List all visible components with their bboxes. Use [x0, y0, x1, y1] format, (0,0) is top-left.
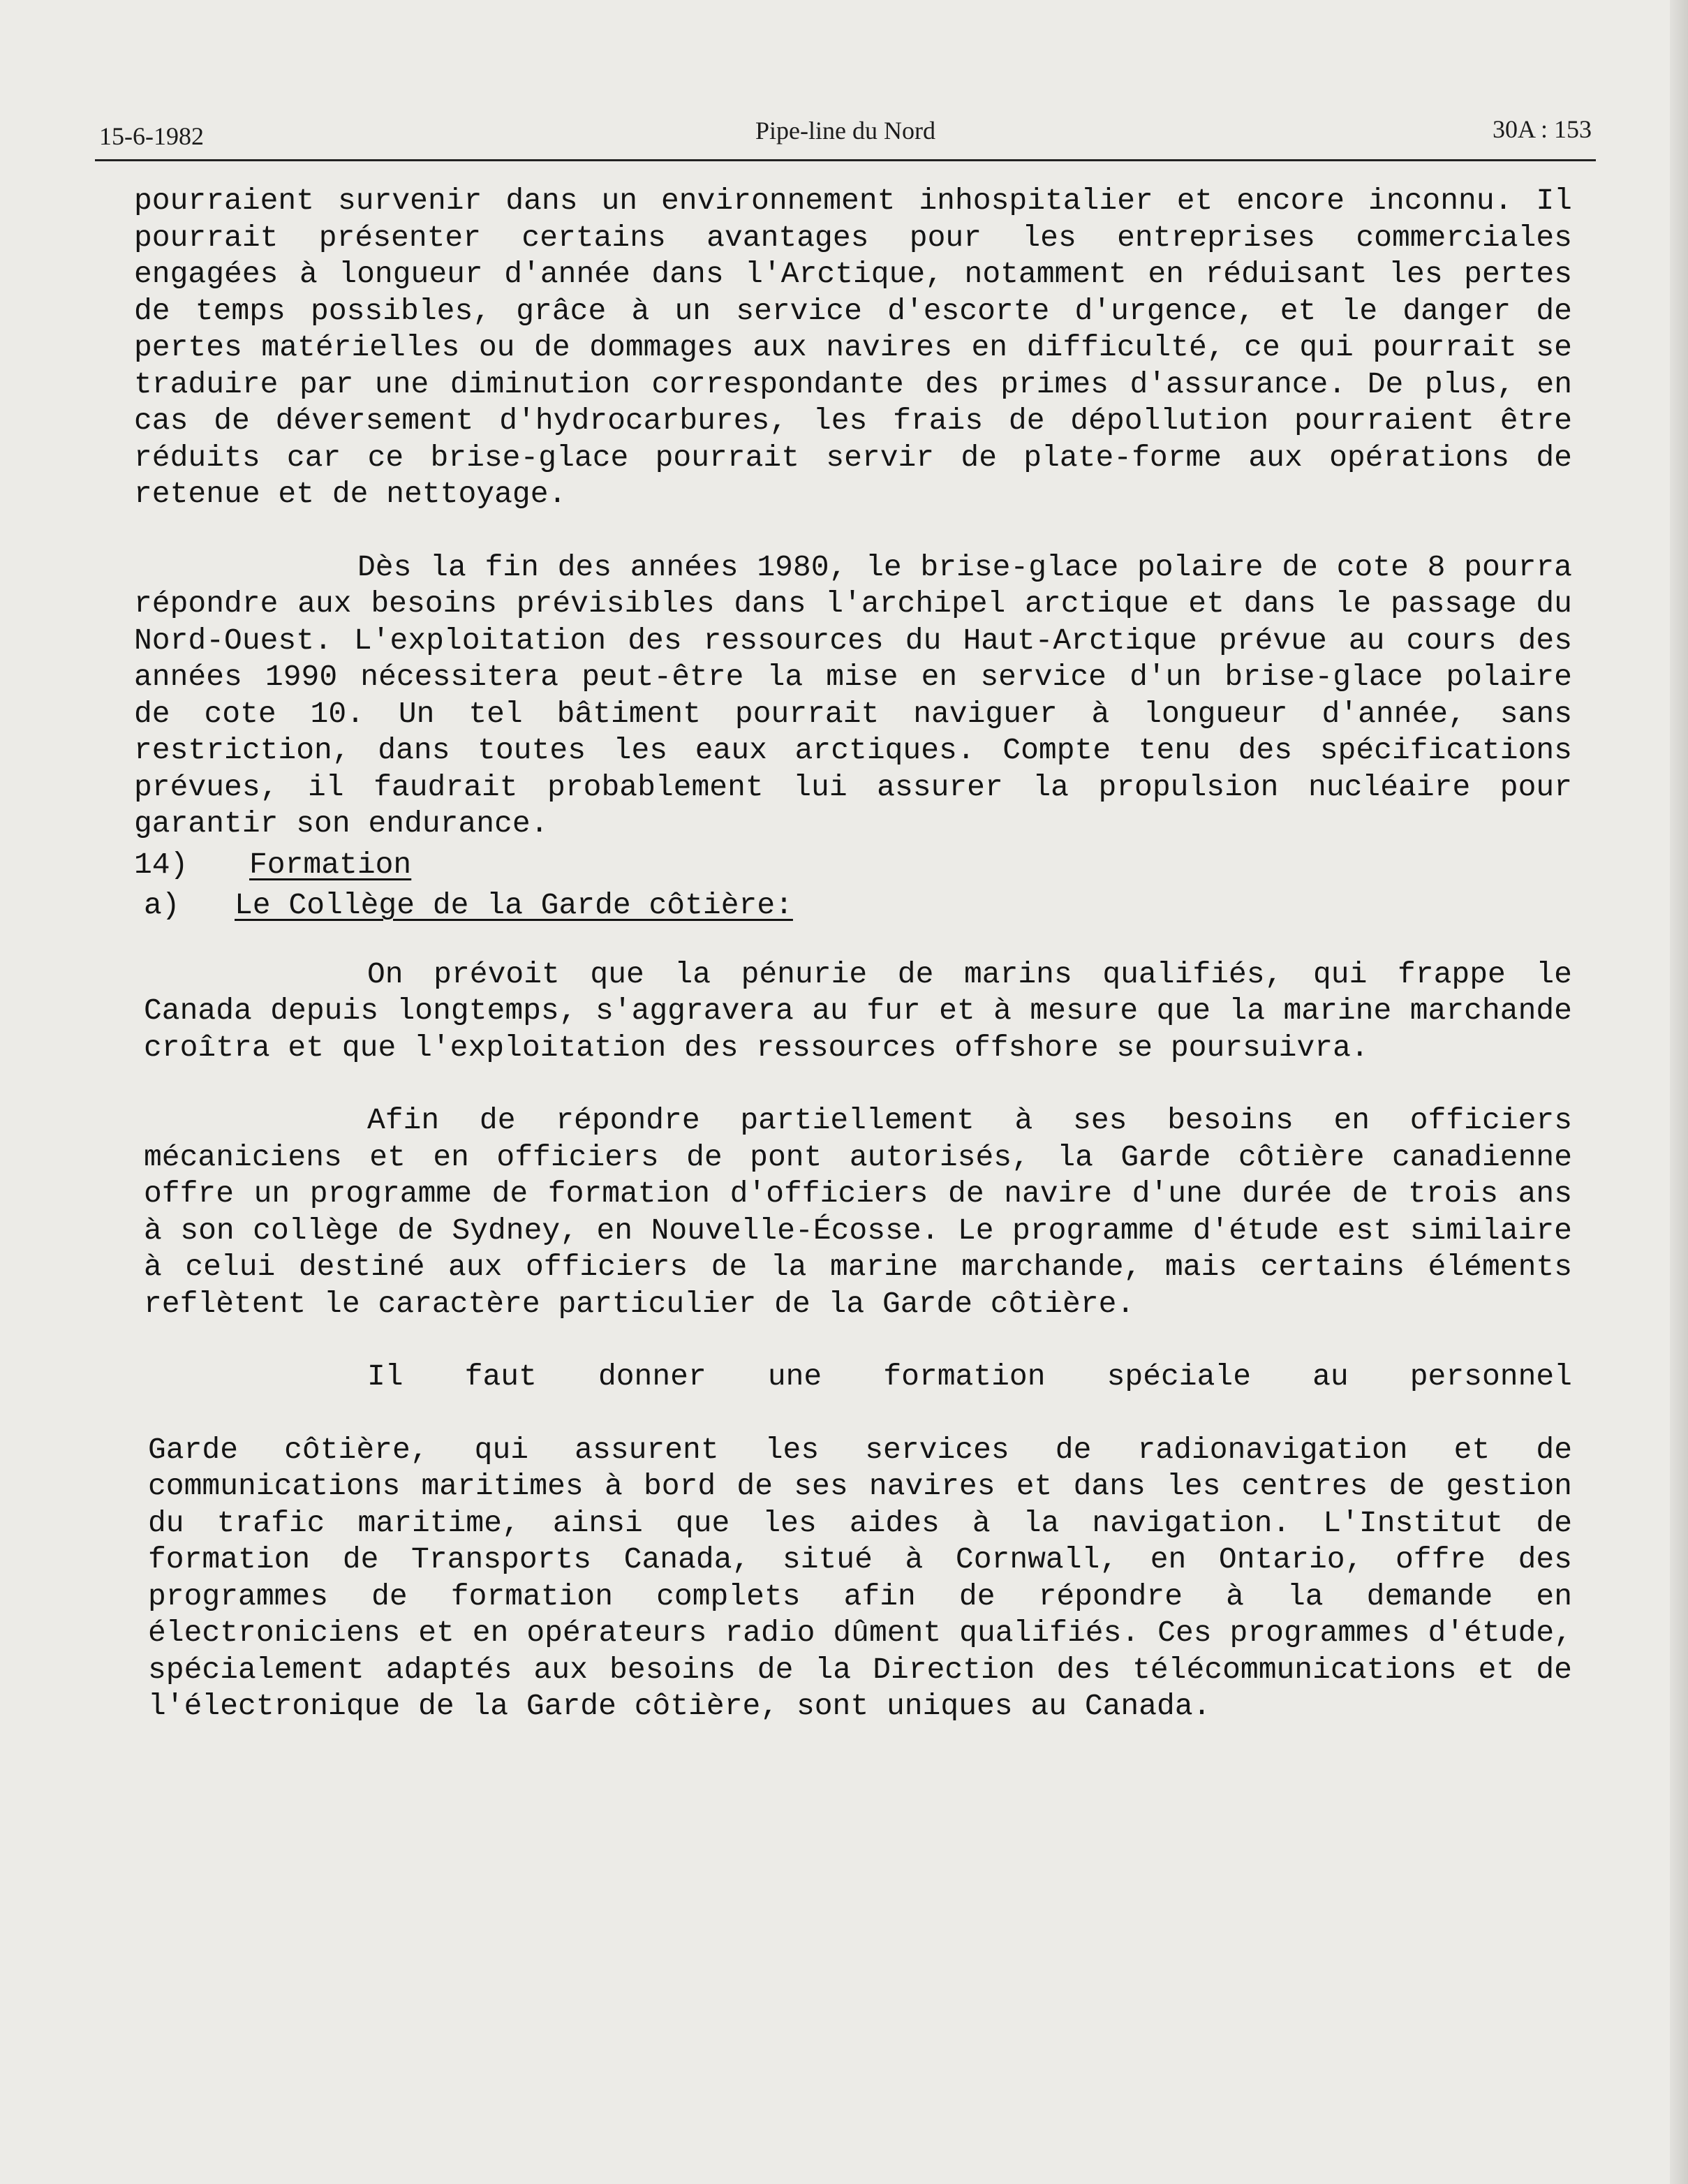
paragraph-4: Afin de répondre partiellement à ses besoins en officiers mécaniciens et en officiers de pont autorisés, la Garde côtière canadienne offre un programme de formation d'officiers de navire d'une durée de trois ans à son collège de Sydney, en Nouvelle-Écosse. Le programme d'étude est similaire à celui destiné aux officiers de la marine marchande, mais certains éléments reflètent le caractère particulier de la Garde côtière.: [144, 1103, 1572, 1321]
header-rule: [95, 159, 1596, 161]
paragraph-1: pourraient survenir dans un environnement inhospitalier et encore inconnu. Il pourrait présenter certains avantages pour les entreprises commerciales engagées à longueur d'année dans l'Arctique, notamment en réduisant les pertes de temps possibles, grâce à un service d'escorte d'urgence, et le danger de pertes matérielles ou de dommages aux navires en difficulté, ce qui pourrait se traduire par une diminution correspondante des primes d'assurance. De plus, en cas de déversement d'hydrocarbures, les frais de dépollution pourraient être réduits car ce brise-glace pourrait servir de plate-forme aux opérations de retenue et de nettoyage.: [134, 184, 1572, 511]
header-page-number: 30A : 153: [1492, 115, 1592, 143]
section-14-number: 14): [134, 847, 188, 882]
scan-edge: [1670, 0, 1688, 2184]
paragraph-2: Dès la fin des années 1980, le brise-glace polaire de cote 8 pourra répondre aux besoins prévisibles dans l'archipel arctique et dans le passage du Nord-Ouest. L'exploitation des ressources du Haut-Arctique prévue au cours des années 1990 nécessitera peut-être la mise en service d'un brise-glace polaire de cote 10. Un tel bâtiment pourrait naviguer à longueur d'année, sans restriction, dans toutes les eaux arctiques. Compte tenu des spécifications prévues, il faudrait probablement lui assurer la propulsion nucléaire pour garantir son endurance.: [134, 549, 1572, 841]
paragraph-3: On prévoit que la pénurie de marins qualifiés, qui frappe le Canada depuis longtemps, s'aggravera au fur et à mesure que la marine marchande croîtra et que l'exploitation des ressources offshore se poursuivra.: [144, 957, 1572, 1065]
header-date: 15-6-1982: [99, 122, 204, 150]
document-body: [134, 183, 1572, 1725]
spacer: [134, 1066, 1572, 1102]
spacer: [134, 1322, 1572, 1359]
section-a-heading: [134, 887, 1572, 924]
spacer: [134, 1396, 1572, 1432]
section-a-title: Le Collège de la Garde côtière:: [235, 888, 793, 922]
spacer: [134, 924, 1572, 957]
section-14-heading: [134, 847, 1572, 884]
section-a-letter: a): [144, 888, 180, 922]
page-header: [96, 112, 1594, 154]
section-14-title: Formation: [249, 847, 412, 882]
header-title: Pipe-line du Nord: [755, 117, 935, 145]
paragraph-5: Il faut donner une formation spéciale au personnel: [367, 1359, 1572, 1394]
spacer: [134, 513, 1572, 549]
paragraph-6: Garde côtière, qui assurent les services de radionavigation et de communications maritimes à bord de ses navires et dans les centres de gestion du trafic maritime, ainsi que les aides à la navigation. L'Institut de formation de Transports Canada, situé à Cornwall, en Ontario, offre des programmes de formation complets afin de répondre à la demande en électroniciens et en opérateurs radio dûment qualifiés. Ces programmes d'étude, spécialement adaptés aux besoins de la Direction des télécommunications et de l'électronique de la Garde côtière, sont uniques au Canada.: [148, 1432, 1572, 1723]
